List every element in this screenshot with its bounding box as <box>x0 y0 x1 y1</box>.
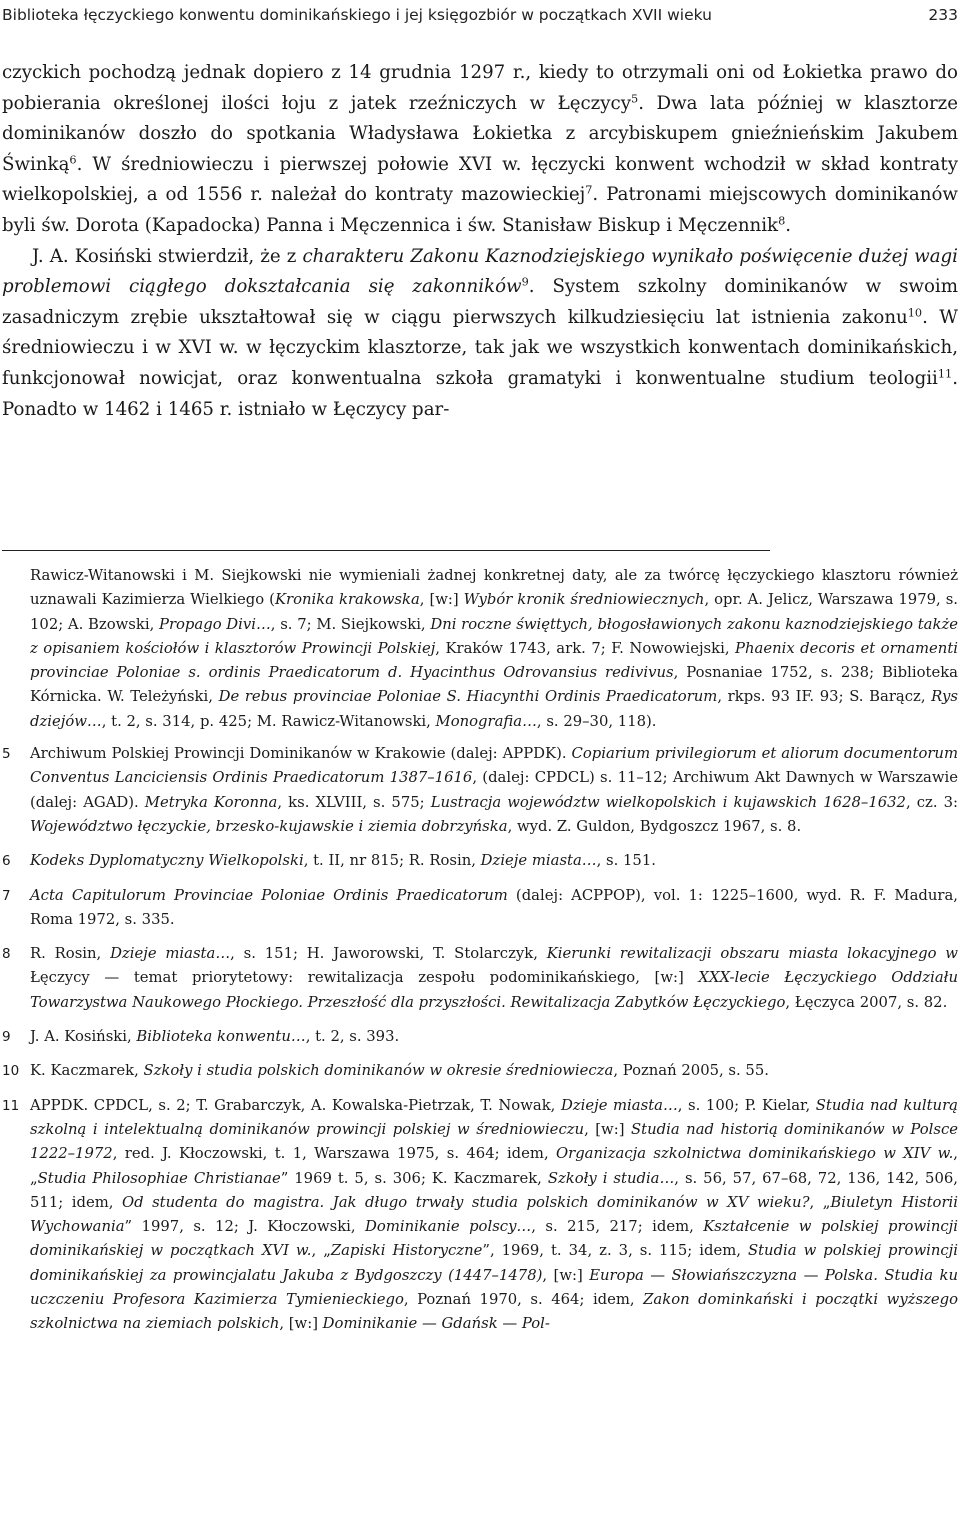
footnote-number: 8 <box>2 946 11 963</box>
footnote-10: 10 K. Kaczmarek, Szkoły i studia polskich dominikanów w okresie średniowiecza, Poznań 2005, s. 55. <box>0 1059 958 1083</box>
footnote-number: 6 <box>2 853 11 870</box>
footnotes <box>0 564 958 1347</box>
page-number: 233 <box>928 6 958 24</box>
body-text <box>2 58 958 425</box>
body-paragraph-2: J. A. Kosiński stwierdził, że z charakteru Zakonu Kaznodziejskiego wynikało poświęcenie dużej wagi problemowi ciągłego dokształcania się zakonników$^9$. System szkolny dominikanów w swoim zasadniczym zrębie ukształtował się w ciągu pierwszych kilkudziesięciu lat istnienia zakonu$^{10}$. W średniowieczu i w XVI w. w łęczyckim klasztorze, tak jak we wszystkich konwentach dominikańskich, funkcjonował nowicjat, oraz konwentualna szkoła gramatyki i konwentualne studium teologii$^{11}$. Ponadto w 1462 i 1465 r. istniało w Łęczycy par- <box>2 245 959 420</box>
footnote-number: 10 <box>2 1063 20 1080</box>
footnote-11: 11 APPDK. CPDCL, s. 2; T. Grabarczyk, A. Kowalska-Pietrzak, T. Nowak, Dzieje miasta…, s. 100; P. Kielar, Studia nad kulturą szkolną i intelektualną dominikanów prowincji polskiej w średniowieczu, [w:] Studia nad historią dominikanów w Polsce 1222–1972, red. J. Kłoczowski, t. 1, Warszawa 1975, s. 464; idem, Organizacja szkolnictwa dominikańskiego w XIV w., „Studia Philosophiae Christianae” 1969 t. 5, s. 306; K. Kaczmarek, Szkoły i studia…, s. 56, 57, 67–68, 72, 136, 142, 506, 511; idem, Od studenta do magistra. Jak długo trwały studia polskich dominikanów w XV wieku?, „Biuletyn Historii Wychowania” 1997, s. 12; J. Kłoczowski, Dominikanie polscy…, s. 215, 217; idem, Kształcenie w polskiej prowincji dominikańskiej w początkach XVI w., „Zapiski Historyczne”, 1969, t. 34, z. 3, s. 115; idem, Studia w polskiej prowincji dominikańskiej za prowincjalatu Jakuba z Bydgoszczy (1447–1478), [w:] Europa — Słowiańszczyzna — Polska. Studia ku uczczeniu Profesora Kazimierza Tymienieckiego, Poznań 1970, s. 464; idem, Zakon dominkański i początki wyższego szkolnictwa na ziemiach polskich, [w:] Dominikanie — Gdańsk — Pol- <box>0 1094 958 1337</box>
footnote-9: 9 J. A. Kosiński, Biblioteka konwentu…, t. 2, s. 393. <box>0 1025 958 1049</box>
footnote-8: 8 R. Rosin, Dzieje miasta…, s. 151; H. Jaworowski, T. Stolarczyk, Kierunki rewitalizacji obszaru miasta lokacyjnego w Łęczycy — temat priorytetowy: rewitalizacja zespołu podominikańskiego, [w:] XXX-lecie Łęczyckiego Oddziału Towarzystwa Naukowego Płockiego. Przeszłość dla przyszłości. Rewitalizacja Zabytków Łęczyckiego, Łęczyca 2007, s. 82. <box>0 942 958 1015</box>
footnote-ref-11[interactable]: 11 <box>937 367 953 381</box>
footnote-number: 9 <box>2 1029 11 1046</box>
footnote-ref-8[interactable]: 8 <box>778 214 786 228</box>
footnote-ref-5[interactable]: 5 <box>631 92 639 106</box>
footnote-ref-7[interactable]: 7 <box>585 183 593 197</box>
running-head <box>2 6 958 30</box>
footnote-5: 5 Archiwum Polskiej Prowincji Dominikanów w Krakowie (dalej: APPDK). Copiarium privilegiorum et aliorum documentorum Conventus Lanciciensis Ordinis Praedicatorum 1387–1616, (dalej: CPDCL) s. 11–12; Archiwum Akt Dawnych w Warszawie (dalej: AGAD). Metryka Koronna, ks. XLVIII, s. 575; Lustracja województw wielkopolskich i kujawskich 1628–1632, cz. 3: Województwo łęczyckie, brzesko-kujawskie i ziemia dobrzyńska, wyd. Z. Guldon, Bydgoszcz 1967, s. 8. <box>0 742 958 839</box>
footnote-separator <box>2 550 770 551</box>
footnote-number: 7 <box>2 887 11 904</box>
body-paragraph-1: czyckich pochodzą jednak dopiero z 14 grudnia 1297 r., kiedy to otrzymali oni od Łokietka prawo do pobierania określonej ilości łoju z jatek rzeźniczych w Łęczycy$^5$. Dwa lata później w klasztorze dominikanów doszło do spotkania Władysława Łokietka z arcybiskupem gnieźnieńskim Jakubem Świnką$^6$. W średniowieczu i pierwszej połowie XVI w. łęczycki konwent wchodził w skład kontraty wielkopolskiej, a od 1556 r. należał do kontraty mazowieckiej$^7$. Patronami miejscowych dominikanów byli św. Dorota (Kapadocka) Panna i Męczennica i św. Stanisław Biskup i Męczennik$^8$. <box>2 62 959 236</box>
footnote-ref-9[interactable]: 9 <box>521 275 529 289</box>
footnote-ref-6[interactable]: 6 <box>69 153 77 167</box>
footnote-continuation: Rawicz-Witanowski i M. Siejkowski nie wymieniali żadnej konkretnej daty, ale za twórcę łęczyckiego klasztoru również uznawali Kazimierza Wielkiego (Kronika krakowska, [w:] Wybór kronik średniowiecznych, opr. A. Jelicz, Warszawa 1979, s. 102; A. Bzowski, Propago Divi…, s. 7; M. Siejkowski, Dni roczne święttych, błogosławionych zakonu kaznodziejskiego także z opisaniem kościołów i klasztorów Prowincji Polskiej, Kraków 1743, ark. 7; F. Nowowiejski, Phaenix decoris et ornamenti provinciae Poloniae s. ordinis Praedicatorum d. Hyacinthus Odrovansius redivivus, Posnaniae 1752, s. 238; Biblioteka Kórnicka. W. Teleżyński, De rebus provinciae Poloniae S. Hiacynthi Ordinis Praedicatorum, rkps. 93 IF. 93; S. Barącz, Rys dziejów…, t. 2, s. 314, p. 425; M. Rawicz-Witanowski, Monografia…, s. 29–30, 118). <box>30 567 959 730</box>
footnote-number: 11 <box>2 1097 20 1114</box>
footnote-ref-10[interactable]: 10 <box>907 306 923 320</box>
footnote-6: 6 Kodeks Dyplomatyczny Wielkopolski, t. II, nr 815; R. Rosin, Dzieje miasta…, s. 151. <box>0 849 958 873</box>
footnote-number: 5 <box>2 746 11 763</box>
running-head-title: Biblioteka łęczyckiego konwentu dominikańskiego i jej księgozbiór w początkach XVII wieku <box>2 6 712 24</box>
footnote-7: 7 Acta Capitulorum Provinciae Poloniae Ordinis Praedicatorum (dalej: ACPPOP), vol. 1: 1225–1600, wyd. R. F. Madura, Roma 1972, s. 335. <box>0 884 958 933</box>
